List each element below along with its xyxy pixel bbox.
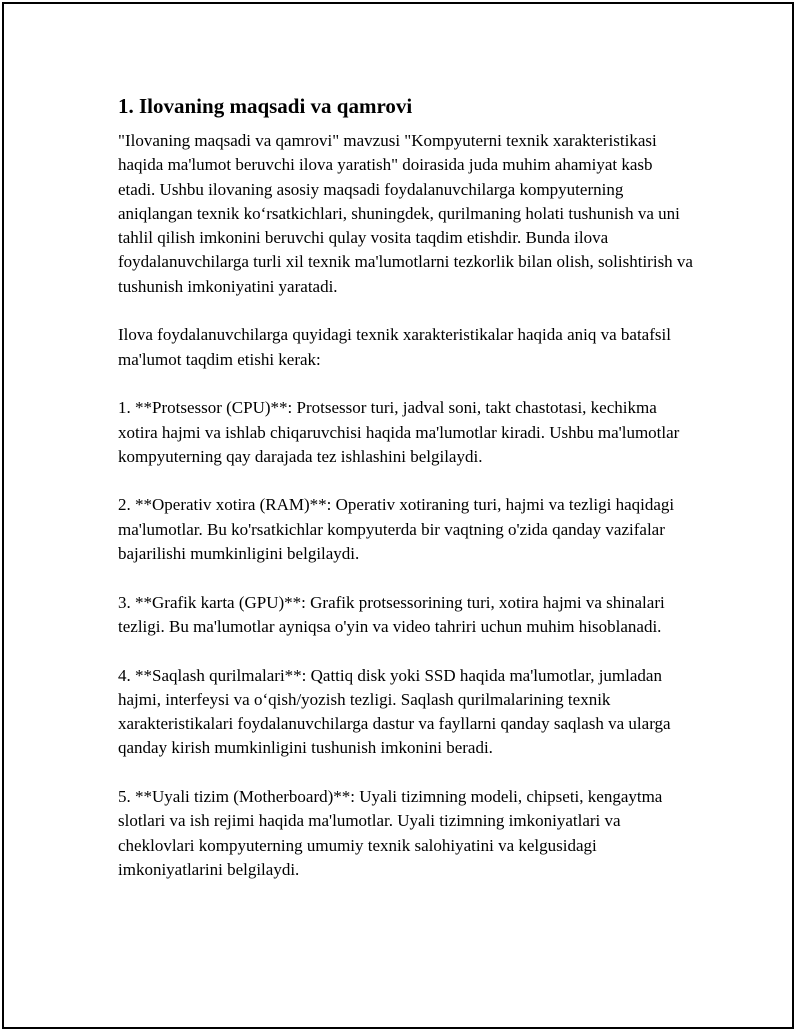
list-item-motherboard: 5. **Uyali tizim (Motherboard)**: Uyali tizimning modeli, chipseti, kengaytma slotlari va ish rejimi haqida ma'lumotlar. Uyali tizimning imkoniyatlari va cheklovlari kompyuterning umumiy texnik salohiyatini va kelgusidagi imkoniyatlarini belgilaydi. <box>118 787 663 879</box>
list-item-storage: 4. **Saqlash qurilmalari**: Qattiq disk yoki SSD haqida ma'lumotlar, jumladan hajmi, interfeysi va o‘qish/yozish tezligi. Saqlash qurilmalarining texnik xarakteristikalari foydalanuvchilarga dastur va fayllarni qanday saqlash va ularga qanday kirish mumkinligini tushunish imkonini beradi. <box>118 665 671 758</box>
list-item-ram: 2. **Operativ xotira (RAM)**: Operativ xotiraning turi, hajmi va tezligi haqidagi ma'lumotlar. Bu ko'rsatkichlar kompyuterda bir vaqtning o'zida qanday vazifalar bajarilishi mumkinligini belgilaydi. <box>118 495 675 564</box>
list-intro-paragraph: Ilova foydalanuvchilarga quyidagi texnik xarakteristikalar haqida aniq va batafsil ma'lumot taqdim etishi kerak: <box>118 325 671 369</box>
section-heading: 1. Ilovaning maqsadi va qamrovi <box>118 94 413 118</box>
list-item-gpu: 3. **Grafik karta (GPU)**: Grafik protsessorining turi, xotira hajmi va shinalari tezligi. Bu ma'lumotlar ayniqsa o'yin va video tahriri uchun muhim hisoblanadi. <box>118 592 665 636</box>
document-body <box>118 92 693 907</box>
list-item-cpu: 1. **Protsessor (CPU)**: Protsessor turi, jadval soni, takt chastotasi, kechikma xotira hajmi va ishlab chiqaruvchisi haqida ma'lumotlar kiradi. Ushbu ma'lumotlar kompyuterning qay darajada tez ishlashini belgilaydi. <box>118 398 680 466</box>
intro-paragraph: "Ilovaning maqsadi va qamrovi" mavzusi "Kompyuterni texnik xarakteristikasi haqida ma'lumot beruvchi ilova yaratish" doirasida juda muhim ahamiyat kasb etadi. Ushbu ilovaning asosiy maqsadi foydalanuvchilarga kompyuterning aniqlangan texnik ko‘rsatkichlari, shuningdek, qurilmaning holati tushunish va uni tahlil qilish imkonini beruvchi qulay vosita taqdim etishdir. Bunda ilova foydalanuvchilarga turli xil texnik ma'lumotlarni tezkorlik bilan olish, solishtirish va tushunish imkoniyatini yaratadi. <box>118 131 693 296</box>
